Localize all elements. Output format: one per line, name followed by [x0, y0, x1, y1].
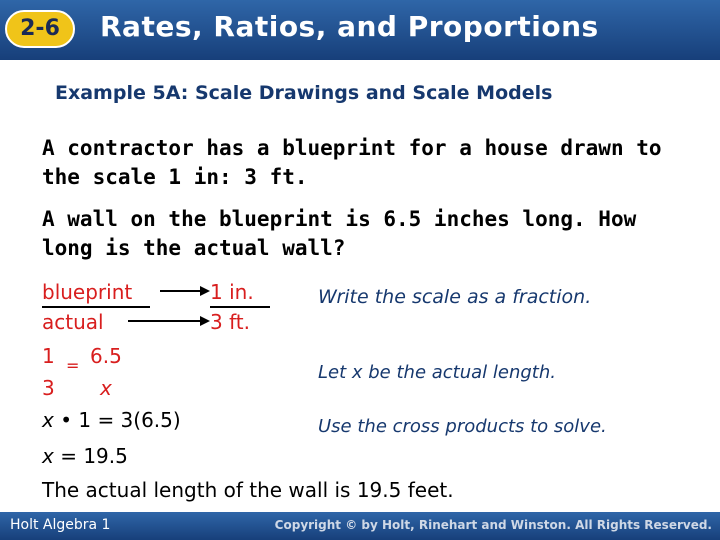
- proportion-right-denominator: x: [100, 376, 112, 400]
- footer-course: Holt Algebra 1: [10, 517, 111, 533]
- lesson-title: Rates, Ratios, and Proportions: [100, 10, 599, 43]
- cross-product-equation: [42, 408, 181, 432]
- note-cross-products: Use the cross products to solve.: [318, 416, 607, 437]
- lesson-badge: 2-6: [5, 10, 75, 48]
- note-let-x: Let x be the actual length.: [318, 362, 556, 383]
- proportion-left-numerator: 1: [42, 344, 55, 368]
- note-write-scale: Write the scale as a fraction.: [318, 286, 592, 308]
- proportion-left-denominator: 3: [42, 376, 55, 400]
- footer-bar: [0, 512, 720, 540]
- conclusion: The actual length of the wall is 19.5 feet.: [42, 478, 454, 502]
- ratio-right-fraction-bar: [210, 306, 270, 308]
- solution-variable: x: [42, 444, 54, 468]
- cross-product-variable: x: [42, 408, 54, 432]
- problem-statement: A contractor has a blueprint for a house drawn to the scale 1 in: 3 ft.: [42, 136, 662, 189]
- proportion-equals: =: [66, 356, 80, 375]
- solution-equation: [42, 444, 128, 468]
- title-bar: [0, 0, 720, 60]
- solution-value: = 19.5: [53, 444, 128, 468]
- ratio-label-actual: actual: [42, 310, 104, 334]
- ratio-value-feet: 3 ft.: [210, 310, 250, 334]
- footer-copyright: Copyright © by Holt, Rinehart and Winston. All Rights Reserved.: [274, 518, 712, 532]
- cross-product-rest: 1 = 3(6.5): [78, 408, 181, 432]
- arrow-right-icon: [160, 284, 210, 298]
- multiply-dot-icon: •: [60, 408, 72, 432]
- problem-question: A wall on the blueprint is 6.5 inches long. How long is the actual wall?: [42, 207, 637, 260]
- ratio-value-inches: 1 in.: [210, 280, 254, 304]
- arrow-right-icon: [128, 314, 210, 328]
- example-title: Example 5A: Scale Drawings and Scale Models: [55, 82, 553, 104]
- proportion-right-numerator: 6.5: [90, 344, 122, 368]
- ratio-left-fraction-bar: [42, 306, 150, 308]
- ratio-label-blueprint: blueprint: [42, 280, 133, 304]
